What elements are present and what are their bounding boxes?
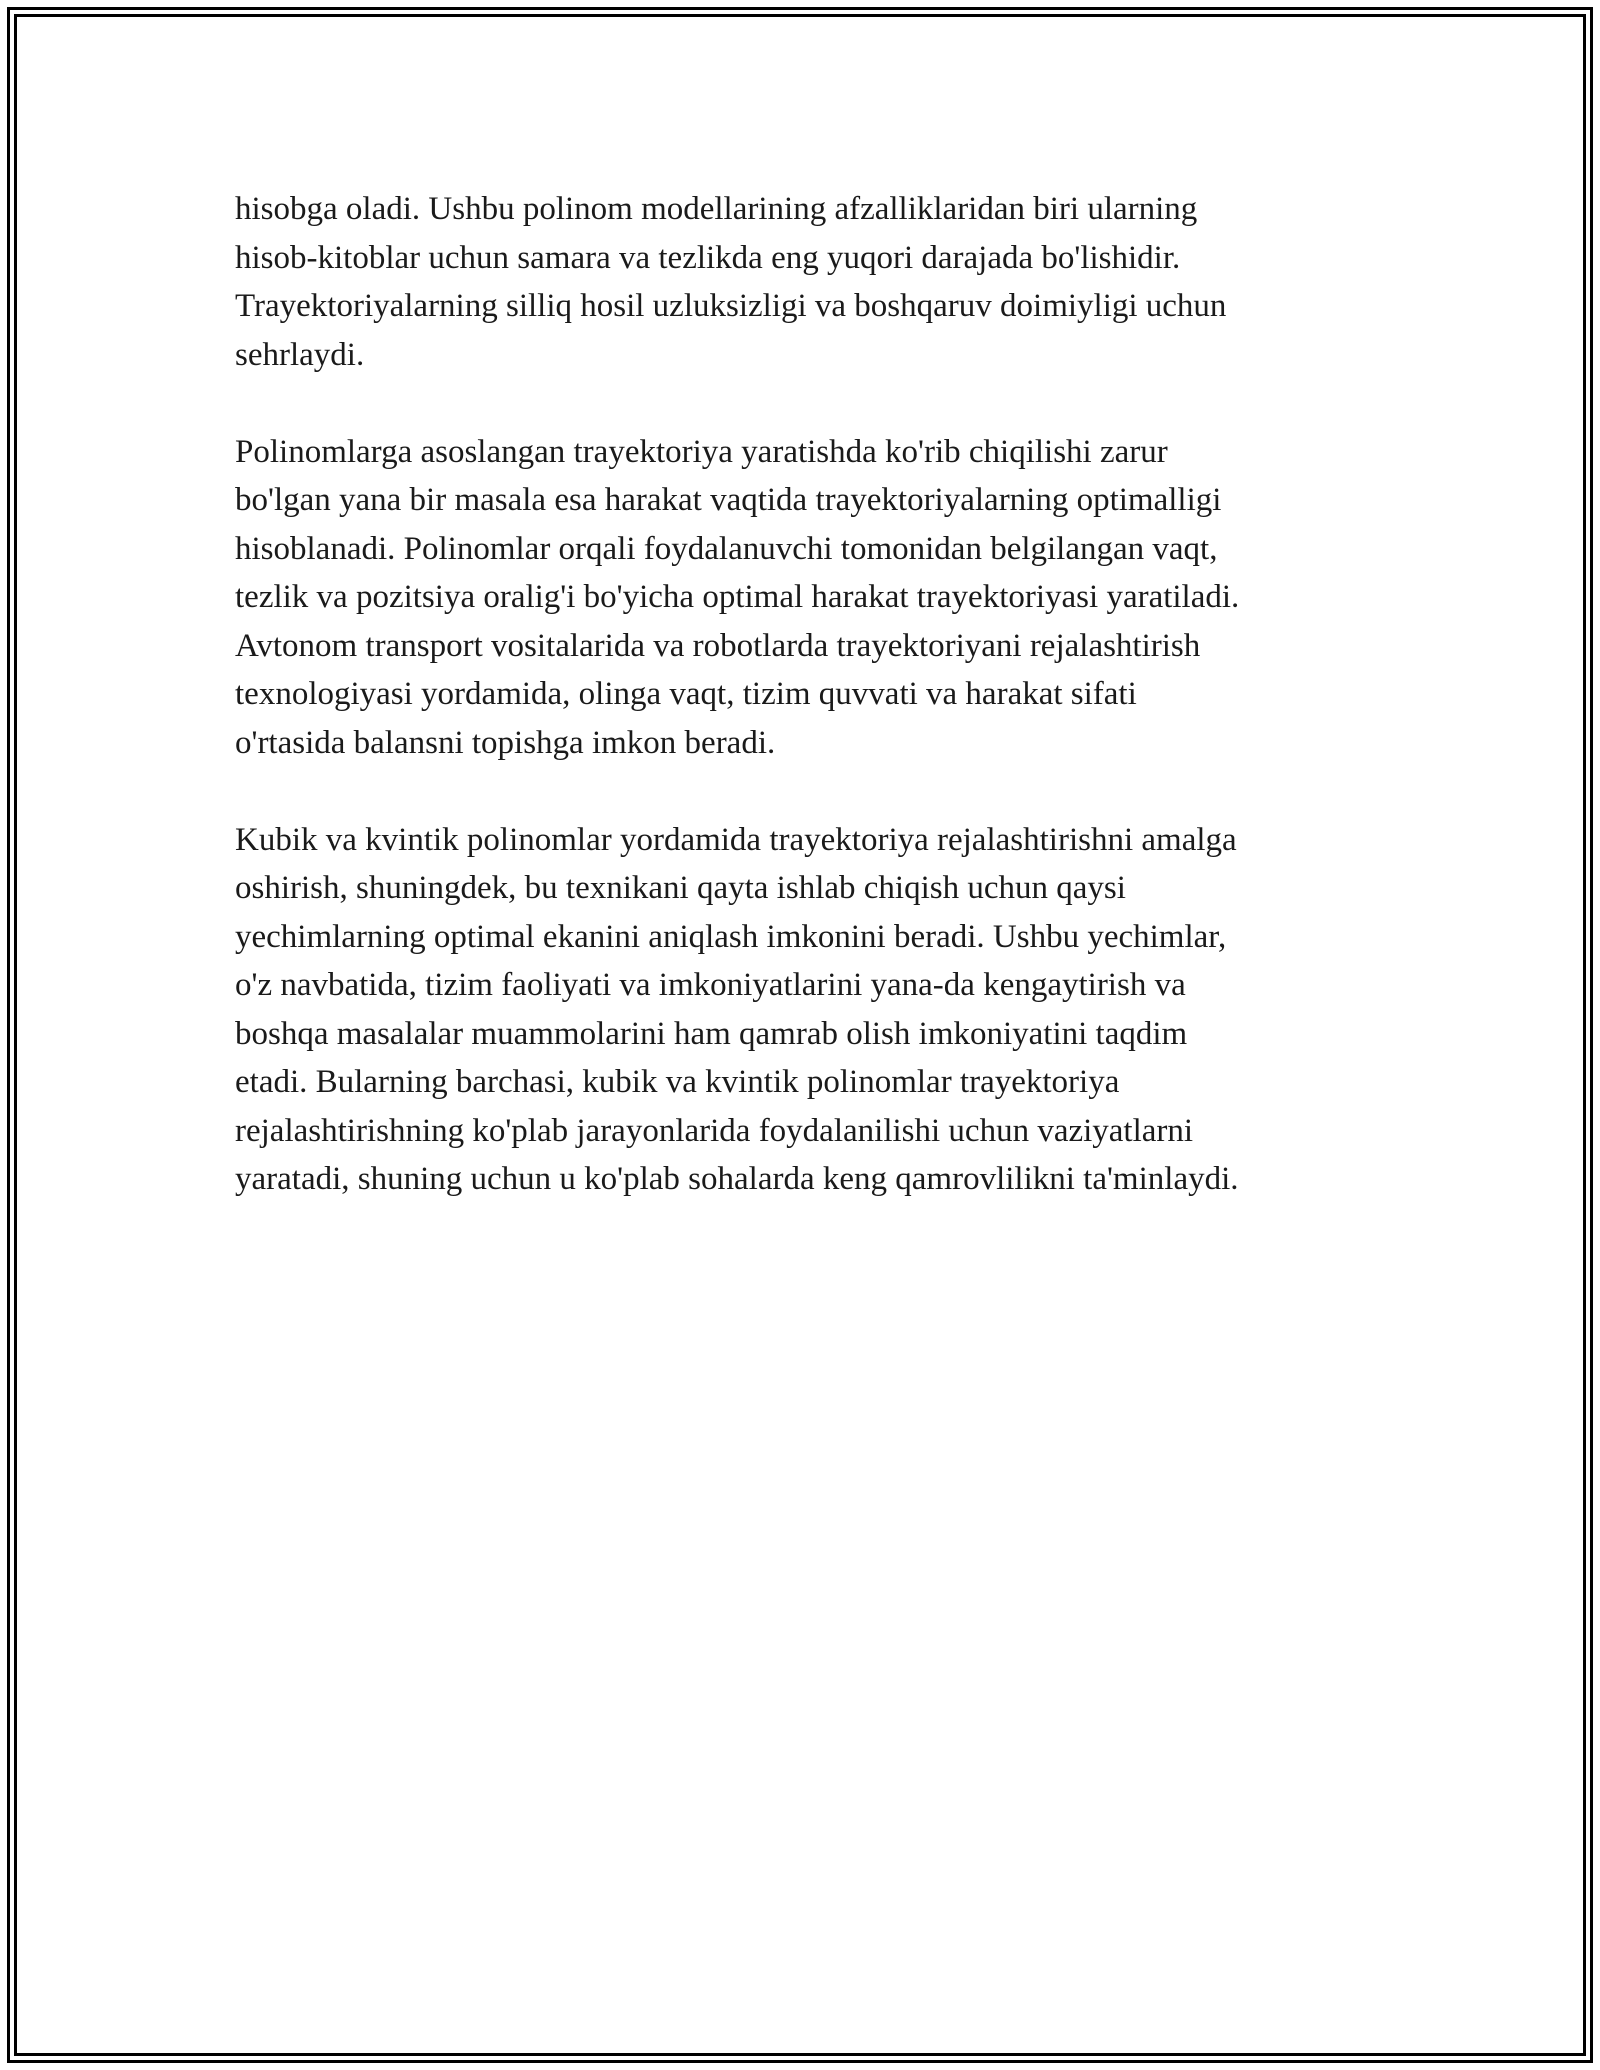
text-line: sehrlaydi. — [235, 336, 365, 373]
text-line: o'rtasida balansni topishga imkon beradi. — [235, 724, 776, 761]
text-line: hisobga oladi. Ushbu polinom modellarining afzalliklaridan biri ularning — [235, 191, 1198, 227]
paragraph-3 — [235, 816, 1385, 1204]
text-line: Trayektoriyalarning silliq hosil uzluksizligi va boshqaruv doimiyligi uchun — [235, 288, 1227, 324]
text-line: etadi. Bularning barchasi, kubik va kvintik polinomlar trayektoriya — [235, 1064, 1120, 1100]
paragraph-1 — [235, 185, 1385, 379]
text-line: Avtonom transport vositalarida va robotlarda trayektoriyani rejalashtirish — [235, 627, 1201, 664]
text-line: o'z navbatida, tizim faoliyati va imkoniyatlarini yana-da kengaytirish va — [235, 967, 1186, 1003]
text-line: yechimlarning optimal ekanini aniqlash imkonini beradi. Ushbu yechimlar, — [235, 918, 1227, 955]
text-line: Kubik va kvintik polinomlar yordamida trayektoriya rejalashtirishni amalga — [235, 821, 1237, 858]
text-line: hisob-kitoblar uchun samara va tezlikda eng yuqori darajada bo'lishidir. — [235, 239, 1181, 276]
text-line: boshqa masalalar muammolarini ham qamrab olish imkoniyatini taqdim — [235, 1015, 1188, 1052]
text-line: hisoblanadi. Polinomlar orqali foydalanuvchi tomonidan belgilangan vaqt, — [235, 530, 1218, 567]
text-line: yaratadi, shuning uchun u ko'plab sohalarda keng qamrovlilikni ta'minlaydi. — [235, 1161, 1239, 1197]
text-line: oshirish, shuningdek, bu texnikani qayta ishlab chiqish uchun qaysi — [235, 870, 1126, 906]
text-line: tezlik va pozitsiya oralig'i bo'yicha optimal harakat trayektoriyasi yaratiladi. — [235, 579, 1240, 615]
text-line: texnologiyasi yordamida, olinga vaqt, tizim quvvati va harakat sifati — [235, 676, 1137, 712]
text-line: Polinomlarga asoslangan trayektoriya yaratishda ko'rib chiqilishi zarur — [235, 433, 1168, 470]
paragraph-2 — [235, 428, 1385, 768]
text-line: rejalashtirishning ko'plab jarayonlarida foydalanilishi uchun vaziyatlarni — [235, 1112, 1194, 1149]
document-body — [235, 185, 1385, 1252]
text-line: bo'lgan yana bir masala esa harakat vaqtida trayektoriyalarning optimalligi — [235, 482, 1222, 518]
